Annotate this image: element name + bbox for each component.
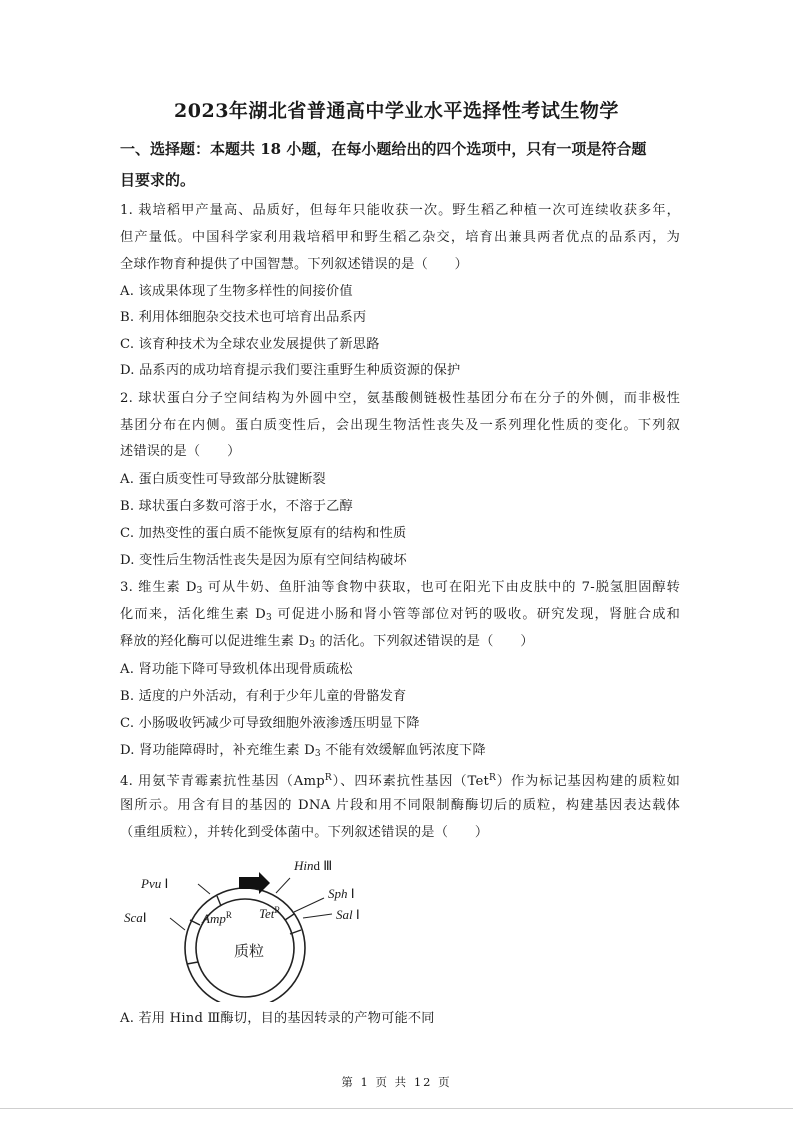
q1-stem-line1: 1. 栽培稻甲产量高、品质好，但每年只能收获一次。野生稻乙种植一次可连续收获多年， <box>120 203 680 218</box>
section-heading-line2: 目要求的。 <box>120 171 196 189</box>
plasmid-center-label: 质粒 <box>234 942 265 960</box>
tet-r-label: Tet$^R$ <box>259 905 281 921</box>
q3-stem-line1: 3. 维生素 $D_3$ 可从牛奶、鱼肝油等食物中获取，也可在阳光下由皮肤中的 7-脱氢胆固醇转 <box>120 580 680 596</box>
sca-site-line <box>170 918 185 930</box>
q3-stem-line2: 化而来，活化维生素 $D_3$ 可促进小肠和肾小管等部位对钙的吸收。研究发现，肾脏合成和 <box>120 607 680 623</box>
q2-stem-line1: 2. 球状蛋白分子空间结构为外圆中空，氨基酸侧链极性基团分布在分子的外侧，而非极性 <box>120 391 680 406</box>
pvu-site-line <box>198 884 210 894</box>
q4-stem-line1: 4. 用氨苄青霉素抗性基因（Amp$^R$）、四环素抗性基因（Tet$^R$）作为标记基因构建的质粒如 <box>120 773 681 789</box>
q1-stem-line3: 全球作物育种提供了中国智慧。下列叙述错误的是（ ） <box>120 257 469 272</box>
hind-site-line <box>276 878 290 893</box>
sph-i-label: Sph Ⅰ <box>328 886 355 901</box>
segment-divider <box>285 914 294 920</box>
q4-stem-line2: 图所示。用含有目的基因的 DNA 片段和用不同限制酶酶切后的质粒，构建基因表达载体 <box>120 798 680 813</box>
q4-option-a: A. 若用 Hind Ⅲ酶切，目的基因转录的产物可能不同 <box>120 1011 435 1026</box>
bottom-rule <box>0 1108 793 1109</box>
q3-option-b: B. 适度的户外活动，有利于少年儿童的骨骼发育 <box>120 689 407 704</box>
segment-divider <box>217 896 221 906</box>
amp-r-label: Amp$^R$ <box>202 910 232 926</box>
q2-option-c: C. 加热变性的蛋白质不能恢复原有的结构和性质 <box>120 526 407 541</box>
sal-i-label: Sal Ⅰ <box>336 907 360 922</box>
segment-divider <box>187 962 198 964</box>
sal-site-line <box>303 914 332 918</box>
page-title: 2023年湖北省普通高中学业水平选择性考试生物学 <box>174 100 619 122</box>
q1-option-b: B. 利用体细胞杂交技术也可培育出品系丙 <box>120 310 367 325</box>
q2-stem-line2: 基团分布在内侧。蛋白质变性后，会出现生物活性丧失及一系列理化性质的变化。下列叙 <box>120 418 680 433</box>
q3-option-a: A. 肾功能下降可导致机体出现骨质疏松 <box>120 662 353 677</box>
q1-stem-line2: 但产量低。中国科学家利用栽培稻甲和野生稻乙杂交，培育出兼具两者优点的品系丙，为 <box>120 230 680 245</box>
q3-option-d: D. 肾功能障碍时，补充维生素 $D_3$ 不能有效缓解血钙浓度下降 <box>120 743 486 759</box>
sph-site-line <box>294 898 324 912</box>
q1-option-a: A. 该成果体现了生物多样性的间接价值 <box>120 284 353 299</box>
promoter-arrow <box>239 872 270 894</box>
q2-option-a: A. 蛋白质变性可导致部分肽键断裂 <box>120 472 326 487</box>
q3-option-c: C. 小肠吸收钙减少可导致细胞外液渗透压明显下降 <box>120 716 420 731</box>
q2-option-b: B. 球状蛋白多数可溶于水，不溶于乙醇 <box>120 499 353 514</box>
q1-option-d: D. 品系丙的成功培育提示我们要注重野生种质资源的保护 <box>120 363 461 378</box>
plasmid-diagram <box>118 852 378 1002</box>
section-heading-line1: 一、选择题：本题共 18 小题，在每小题给出的四个选项中，只有一项是符合题 <box>120 140 647 158</box>
q2-stem-line3: 述错误的是（ ） <box>120 444 241 459</box>
q4-stem-line3: （重组质粒），并转化到受体菌中。下列叙述错误的是（ ） <box>120 825 489 840</box>
hind-iii-label: Hind Ⅲ <box>294 858 333 873</box>
q1-option-c: C. 该育种技术为全球农业发展提供了新思路 <box>120 337 380 352</box>
sca-i-label: ScaⅠ <box>124 910 147 925</box>
page-footer: 第 1 页 共 12 页 <box>341 1075 452 1089</box>
plasmid-svg <box>118 852 378 1002</box>
pvu-i-label: Pvu Ⅰ <box>141 876 169 891</box>
q2-option-d: D. 变性后生物活性丧失是因为原有空间结构破坏 <box>120 553 407 568</box>
q3-stem-line3: 释放的羟化酶可以促进维生素 $D_3$ 的活化。下列叙述错误的是（ ） <box>120 634 534 650</box>
